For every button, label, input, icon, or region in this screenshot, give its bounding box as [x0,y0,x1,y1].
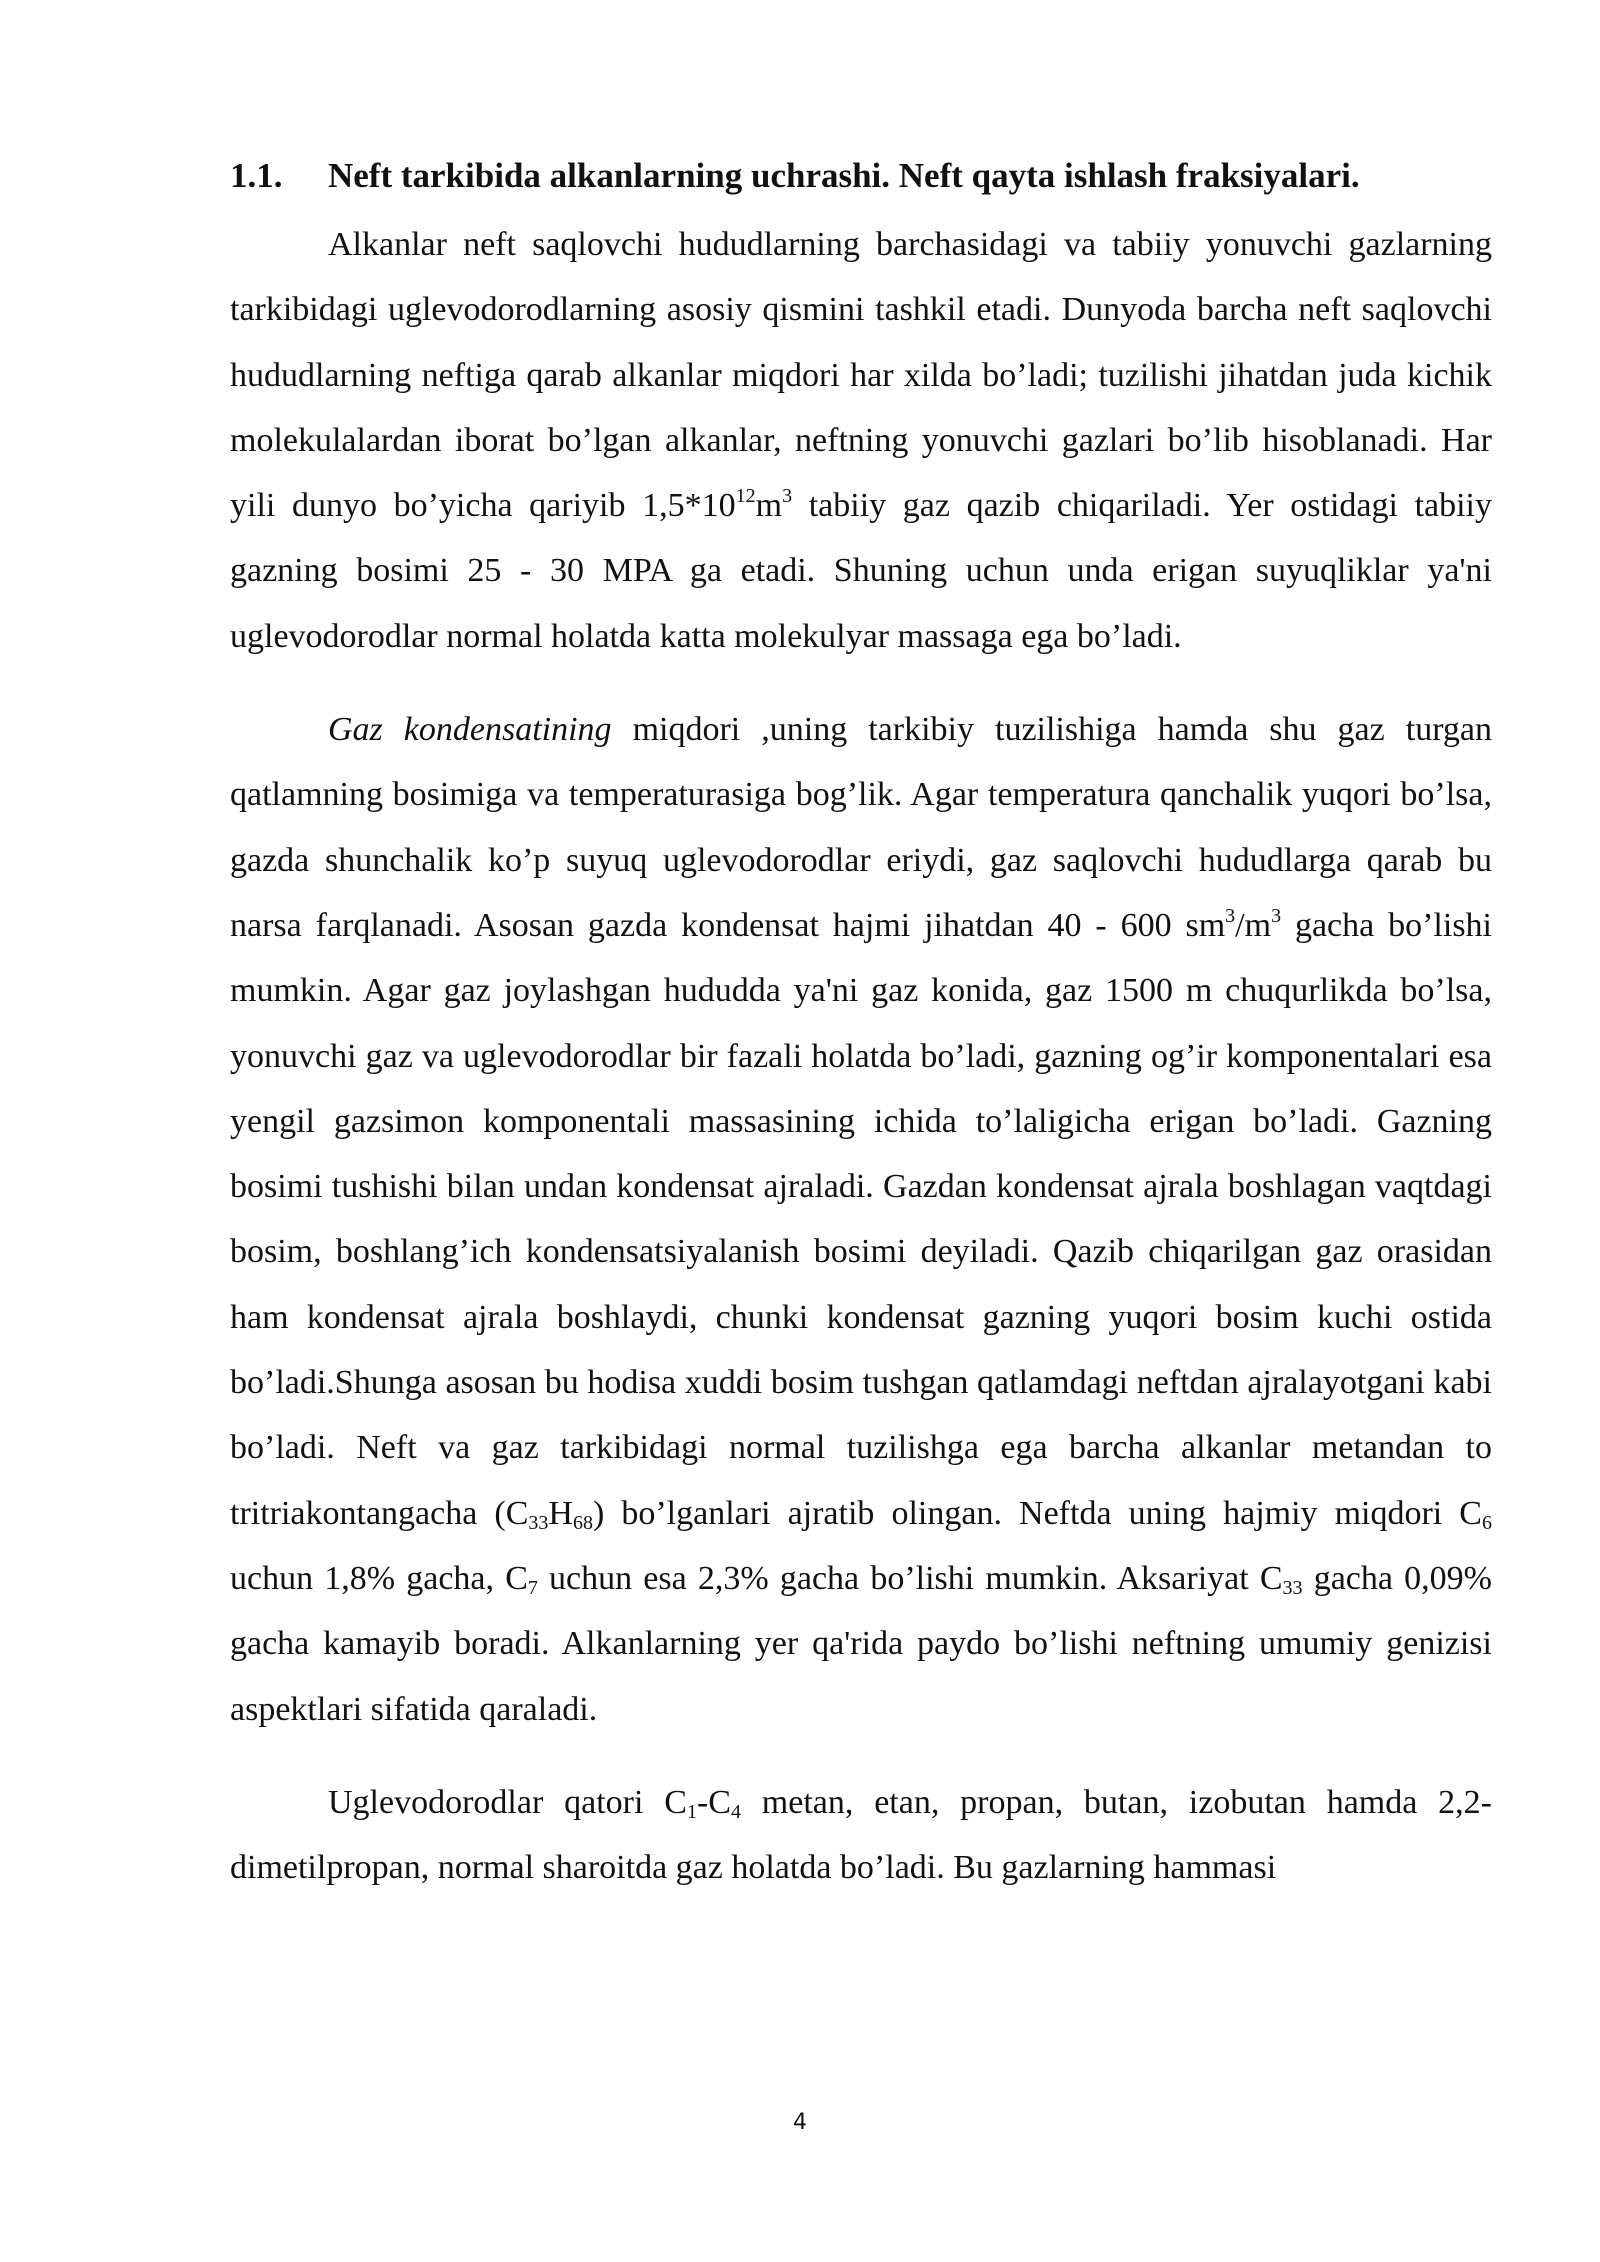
subscript-33: 33 [528,1511,549,1534]
paragraph-3 [230,1770,1492,1901]
paragraph-2-text-b: /m [1235,906,1272,944]
subscript-7: 7 [527,1576,538,1599]
paragraph-1 [230,212,1492,669]
subscript-1: 1 [686,1800,697,1823]
paragraph-3-text-c: metan, etan, propan, butan, izobutan hamda 2,2-dimetilpropan, normal sharoitda gaz holatda bo’ladi. Bu gazlarning hammasi [230,1783,1492,1887]
superscript-3: 3 [782,485,793,508]
section-title: Neft tarkibida alkanlarning uchrashi. Neft qayta ishlash fraksiyalari. [328,156,1360,195]
paragraph-2-text-a: miqdori ,uning tarkibiy tuzilishiga hamda shu gaz turgan qatlamning bosimiga va temperaturasiga bog’lik. Agar temperatura qanchalik yuqori bo’lsa, gazda shunchalik ko’p suyuq uglevodorodlar eriydi, gaz saqlovchi hududlarga qarab bu narsa farqlanadi. Asosan gazda kondensat hajmi jihatdan 40 - 600 sm [230,711,1492,944]
paragraph-2-text-g: uchun esa 2,3% gacha bo’lishi mumkin. Aksariyat C [537,1559,1283,1597]
paragraph-2-text-f: uchun 1,8% gacha, C [230,1559,528,1597]
subscript-68: 68 [572,1511,593,1534]
paragraph-3-text-a: Uglevodorodlar qatori C [328,1783,687,1821]
paragraph-3-text-b: -C [696,1783,731,1821]
paragraph-2-text-h: gacha 0,09% gacha kamayib boradi. Alkanlarning yer qa'rida paydo bo’lishi neftning umumiy genizisi aspektlari sifatida qaraladi. [230,1559,1492,1728]
paragraph-2-text-c: gacha bo’lishi mumkin. Agar gaz joylashgan hududda ya'ni gaz konida, gaz 1500 m chuqurlikda bo’lsa, yonuvchi gaz va uglevodorodlar bir fazali holatda bo’ladi, gazning og’ir komponentalari esa yengil gazsimon komponentali massasining ichida to’laligicha erigan bo’ladi. Gazning bosimi tushishi bilan undan kondensat ajraladi. Gazdan kondensat ajrala boshlagan vaqtdagi bosim, boshlang’ich kondensatsiyalanish bosimi deyiladi. Qazib chiqarilgan gaz orasidan ham kondensat ajrala boshlaydi, chunki kondensat gazning yuqori bosim kuchi ostida bo’ladi.Shunga asosan bu hodisa xuddi bosim tushgan qatlamdagi neftdan ajralayotgani kabi bo’ladi. Neft va gaz tarkibidagi normal tuzilishga ega barcha alkanlar metandan to tritriakontangacha (C [230,906,1493,1532]
superscript-3b: 3 [1271,904,1282,927]
paragraph-2-text-e: ) bo’lganlari ajratib olingan. Neftda uning hajmiy miqdori C [592,1494,1482,1532]
superscript-12: 12 [735,485,756,508]
superscript-3a: 3 [1225,904,1236,927]
page-number: 4 [793,2110,807,2135]
italic-term: Gaz kondensatining [328,711,612,749]
paragraph-1-text-b: m [755,487,783,525]
subscript-4: 4 [730,1800,741,1823]
section-heading [230,150,1492,202]
subscript-6: 6 [1482,1511,1492,1534]
paragraph-2 [230,697,1492,1742]
paragraph-1-text-c: tabiiy gaz qazib chiqariladi. Yer ostidagi tabiiy gazning bosimi 25 - 30 MPA ga etadi. Shuning uchun unda erigan suyuqliklar ya'ni uglevodorodlar normal holatda katta molekulyar massaga ega bo’ladi. [230,487,1492,655]
document-page [230,150,1492,1900]
section-number: 1.1. [230,156,283,195]
subscript-33b: 33 [1282,1576,1303,1599]
paragraph-1-text-a: Alkanlar neft saqlovchi hududlarning barchasidagi va tabiiy yonuvchi gazlarning tarkibidagi uglevodorodlarning asosiy qismini tashkil etadi. Dunyoda barcha neft saqlovchi hududlarning neftiga qarab alkanlar miqdori har xilda bo’ladi; tuzilishi jihatdan juda kichik molekulalardan iborat bo’lgan alkanlar, neftning yonuvchi gazlari bo’lib hisoblanadi. Har yili dunyo bo’yicha qariyib 1,5*10 [230,226,1492,525]
paragraph-2-text-d: H [548,1494,573,1532]
